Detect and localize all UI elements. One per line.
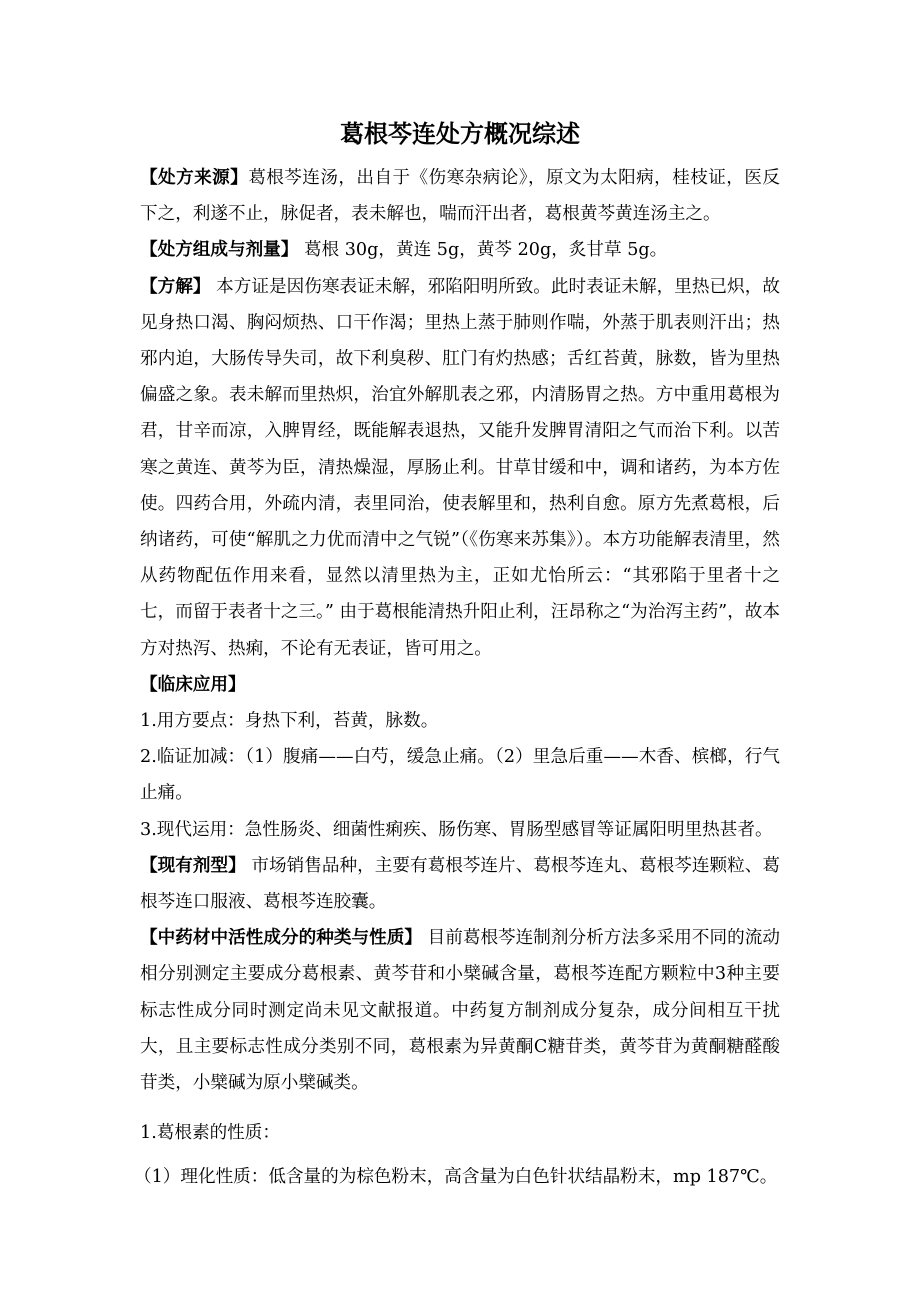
source-text: 葛根芩连汤，出自于《伤寒杂病论》，原文为太阳病，桂枝证，医反下之，利遂不止，脉促者，表未解也，喘而汗出者，葛根黄芩黄连汤主之。 [140, 168, 780, 225]
document-body [134, 160, 780, 1196]
clinical-label: 【临床应用】 [140, 673, 246, 695]
source-paragraph [140, 160, 780, 232]
puerarin-item: （1）理化性质：低含量的为棕色粉末，高含量为白色针状结晶粉末，mp 187℃。 [134, 1167, 778, 1188]
forms-text: 市场销售品种，主要有葛根芩连片、葛根芩连丸、葛根芩连颗粒、葛根芩连口服液、葛根芩连胶囊。 [140, 855, 780, 913]
components-text: 目前葛根芩连制剂分析方法多采用不同的流动相分别测定主要成分葛根素、黄芩苷和小檗碱含量，葛根芩连配方颗粒中3种主要标志性成分同时测定尚未见文献报道。中药复方制剂成分复杂，成分间相互干扰大，且主要标志性成分类别不同，葛根素为异黄酮C糖苷类，黄芩苷为黄酮糖醛酸苷类，小檗碱为原小檗碱类。 [140, 928, 780, 1094]
explanation-text: 本方证是因伤寒表证未解，邪陷阳明所致。此时表证未解，里热已炽，故见身热口渴、胸闷烦热、口干作渴；里热上蒸于肺则作喘，外蒸于肌表则汗出；热邪内迫，大肠传导失司，故下利臭秽、肛门有灼热感；舌红苔黄，脉数，皆为里热偏盛之象。表未解而里热炽，治宜外解肌表之邪，内清肠胃之热。方中重用葛根为君，甘辛而凉，入脾胃经，既能解表退热，又能升发脾胃清阳之气而治下利。以苦寒之黄连、黄芩为臣，清热燥湿，厚肠止利。甘草甘缓和中，调和诸药，为本方佐使。四药合用，外疏内清，表里同治，使表解里和，热利自愈。原方先煮葛根，后纳诸药，可使“解肌之力优而清中之气锐”（《伤寒来苏集》）。本方功能解表清里，然从药物配伍作用来看，显然以清里热为主，正如尤怡所云：“其邪陷于里者十之七，而留于表者十之三。” 由于葛根能清热升阳止利，汪昂称之“为治泻主药”，故本方对热泻、热痢，不论有无表证，皆可用之。 [140, 276, 780, 659]
forms-label: 【现有剂型】 [140, 854, 246, 876]
composition-paragraph [140, 232, 780, 268]
composition-label: 【处方组成与剂量】 [140, 239, 299, 261]
components-paragraph [140, 920, 780, 1101]
source-label: 【处方来源】 [140, 167, 249, 188]
forms-paragraph [140, 848, 780, 920]
clinical-item: 2.临证加减：（1）腹痛——白芍，缓急止痛。（2）里急后重——木香、槟榔，行气止痛。 [140, 747, 780, 804]
explanation-paragraph [140, 269, 780, 667]
clinical-heading [140, 667, 780, 703]
puerarin-heading: 1.葛根素的性质： [140, 1123, 280, 1144]
composition-text: 葛根 30g，黄连 5g，黄芩 20g，炙甘草 5g。 [298, 240, 668, 261]
document-title: 葛根芩连处方概况综述 [340, 119, 580, 148]
components-label: 【中药材中活性成分的种类与性质】 [140, 927, 422, 949]
explanation-label: 【方解】 [140, 275, 211, 297]
clinical-item: 1.用方要点：身热下利，苔黄，脉数。 [140, 711, 439, 732]
clinical-item: 3.现代运用：急性肠炎、细菌性痢疾、肠伤寒、胃肠型感冒等证属阳明里热甚者。 [140, 819, 773, 840]
